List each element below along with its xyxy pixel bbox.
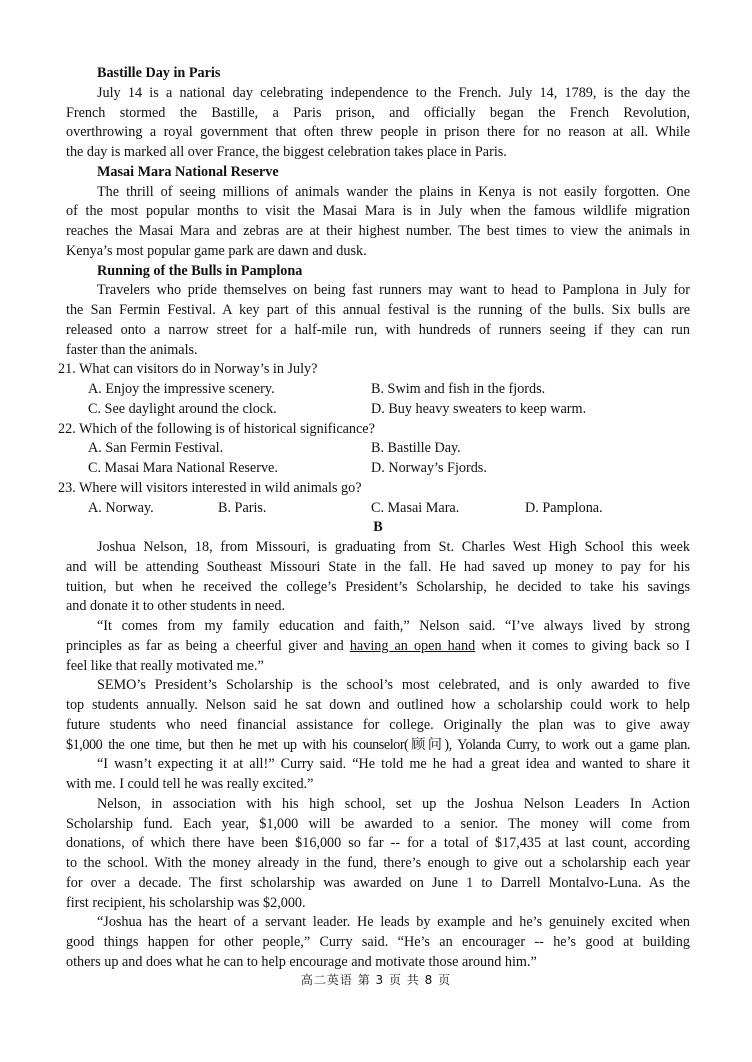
text-segment: when it comes to giving back so I <box>475 637 690 654</box>
bastille-line: July 14 is a national day celebrating independence to the French. July 14, 1789, is the day the <box>97 84 690 101</box>
passage-b-line: to the school. With the money already in the fund, there’s enough to give out a scholarship each year <box>66 855 690 871</box>
passage-b-line: good things happen for other people,” Curry said. “He’s an encourager -- he’s good at building <box>66 934 690 950</box>
masai-line: reaches the Masai Mara and zebras are at their highest number. The best times to view the animals in <box>66 223 690 239</box>
option-23a: A. Norway. <box>88 499 154 516</box>
passage-b-line: and donate it to other students in need. <box>66 598 286 615</box>
pamplona-line: faster than the animals. <box>66 341 198 358</box>
bastille-line: French stormed the Bastille, a Paris prison, and officially began the French Revolution, <box>66 104 690 121</box>
page-footer: 高二英语 第 3 页 共 8 页 <box>300 973 452 987</box>
question-23-stem: 23. Where will visitors interested in wild animals go? <box>58 479 362 496</box>
pamplona-line: Travelers who pride themselves on being fast runners may want to head to Pamplona in July for <box>97 282 690 299</box>
option-22a: A. San Fermin Festival. <box>88 440 224 457</box>
passage-b-line: Nelson, in association with his high school, set up the Joshua Nelson Leaders In Action <box>97 795 690 812</box>
passage-b-line: donations, of which there have been $16,000 so far -- for a total of $17,435 at last count, according <box>66 835 690 852</box>
passage-b-line: “It comes from my family education and faith,” Nelson said. “I’ve always lived by strong <box>97 618 690 634</box>
passage-b-line: and will be attending Southeast Missouri State in the fall. He had saved up money to pay for his <box>66 558 690 575</box>
passage-b-line: “Joshua has the heart of a servant leader. He leads by example and he’s genuinely excited when <box>97 914 690 931</box>
pamplona-line: released onto a narrow street for a half-mile run, with hundreds of runners seeing if they can run <box>66 321 690 338</box>
passage-b-line: SEMO’s President’s Scholarship is the school’s most celebrated, and is only awarded to five <box>97 677 690 694</box>
question-21-options-row-1 <box>66 380 690 400</box>
option-22c: C. Masai Mara National Reserve. <box>88 460 278 476</box>
masai-line: The thrill of seeing millions of animals wander the plains in Kenya is not easily forgotten. One <box>97 183 690 200</box>
option-21b: B. Swim and fish in the fjords. <box>371 381 546 397</box>
passage-b-line: tuition, but when he received the college’s President’s Scholarship, he decided to take his savings <box>66 578 690 595</box>
passage-b-line: with me. I could tell he was really excited.” <box>66 776 314 792</box>
section-b-title: B <box>373 519 383 536</box>
masai-heading: Masai Mara National Reserve <box>97 163 279 180</box>
question-23-options-row <box>66 499 690 519</box>
passage-b-line: top students annually. Nelson said he sat down and outlined how a scholarship could work to help <box>66 697 690 713</box>
option-22d: D. Norway’s Fjords. <box>371 460 487 476</box>
question-22-options-row-2 <box>66 459 690 479</box>
text-segment: principles as far as being a cheerful giver and <box>66 637 350 654</box>
option-21c: C. See daylight around the clock. <box>88 400 277 417</box>
masai-line: of the most popular months to visit the Masai Mara is in July when the famous wildlife migration <box>66 203 690 220</box>
passage-b-line: “I wasn’t expecting it at all!” Curry said. “He told me he had a great idea and wanted to share it <box>97 756 690 773</box>
question-21-options-row-2 <box>66 400 690 420</box>
passage-b-line: $1,000 the one time, but then he met up with his counselor(顾问), Yolanda Curry, to work out a game plan. <box>66 736 690 753</box>
option-23b: B. Paris. <box>218 499 267 516</box>
exam-page <box>58 64 690 973</box>
passage-b-line: Joshua Nelson, 18, from Missouri, is graduating from St. Charles West High School this week <box>97 539 690 555</box>
passage-b-line-with-underline <box>66 637 690 657</box>
masai-line: Kenya’s most popular game park are dawn and dusk. <box>66 242 367 259</box>
option-21d: D. Buy heavy sweaters to keep warm. <box>371 400 587 417</box>
pamplona-line: the San Fermin Festival. A key part of this annual festival is the running of the bulls. Six bulls are <box>66 302 690 318</box>
question-22-options-row-1 <box>66 439 690 459</box>
bastille-line: overthrowing a royal government that often threw people in prison there for no reason at all. While <box>66 124 690 141</box>
passage-b-line: future students who need financial assistance for college. Originally the plan was to give away <box>66 716 690 733</box>
passage-b-line: feel like that really motivated me.” <box>66 657 264 674</box>
bastille-line: the day is marked all over France, the biggest celebration takes place in Paris. <box>66 144 507 160</box>
bastille-heading: Bastille Day in Paris <box>97 65 221 81</box>
passage-b-line: others up and does what he can to help encourage and motivate those around him.” <box>66 953 537 970</box>
option-22b: B. Bastille Day. <box>371 440 461 457</box>
option-23c: C. Masai Mara. <box>371 499 460 516</box>
question-22-stem: 22. Which of the following is of historical significance? <box>58 420 375 437</box>
option-23d: D. Pamplona. <box>525 499 603 516</box>
passage-b-line: Scholarship fund. Each year, $1,000 will be awarded to a senior. The money will come from <box>66 815 690 832</box>
pamplona-heading: Running of the Bulls in Pamplona <box>97 262 303 279</box>
underlined-phrase: having an open hand <box>349 637 476 654</box>
option-21a: A. Enjoy the impressive scenery. <box>88 381 275 397</box>
question-21-stem: 21. What can visitors do in Norway’s in July? <box>58 361 318 378</box>
passage-b-line: for over a decade. The first scholarship was awarded on June 1 to Darrell Montalvo-Luna. As the <box>66 874 690 891</box>
passage-b-line: first recipient, his scholarship was $2,000. <box>66 894 306 911</box>
